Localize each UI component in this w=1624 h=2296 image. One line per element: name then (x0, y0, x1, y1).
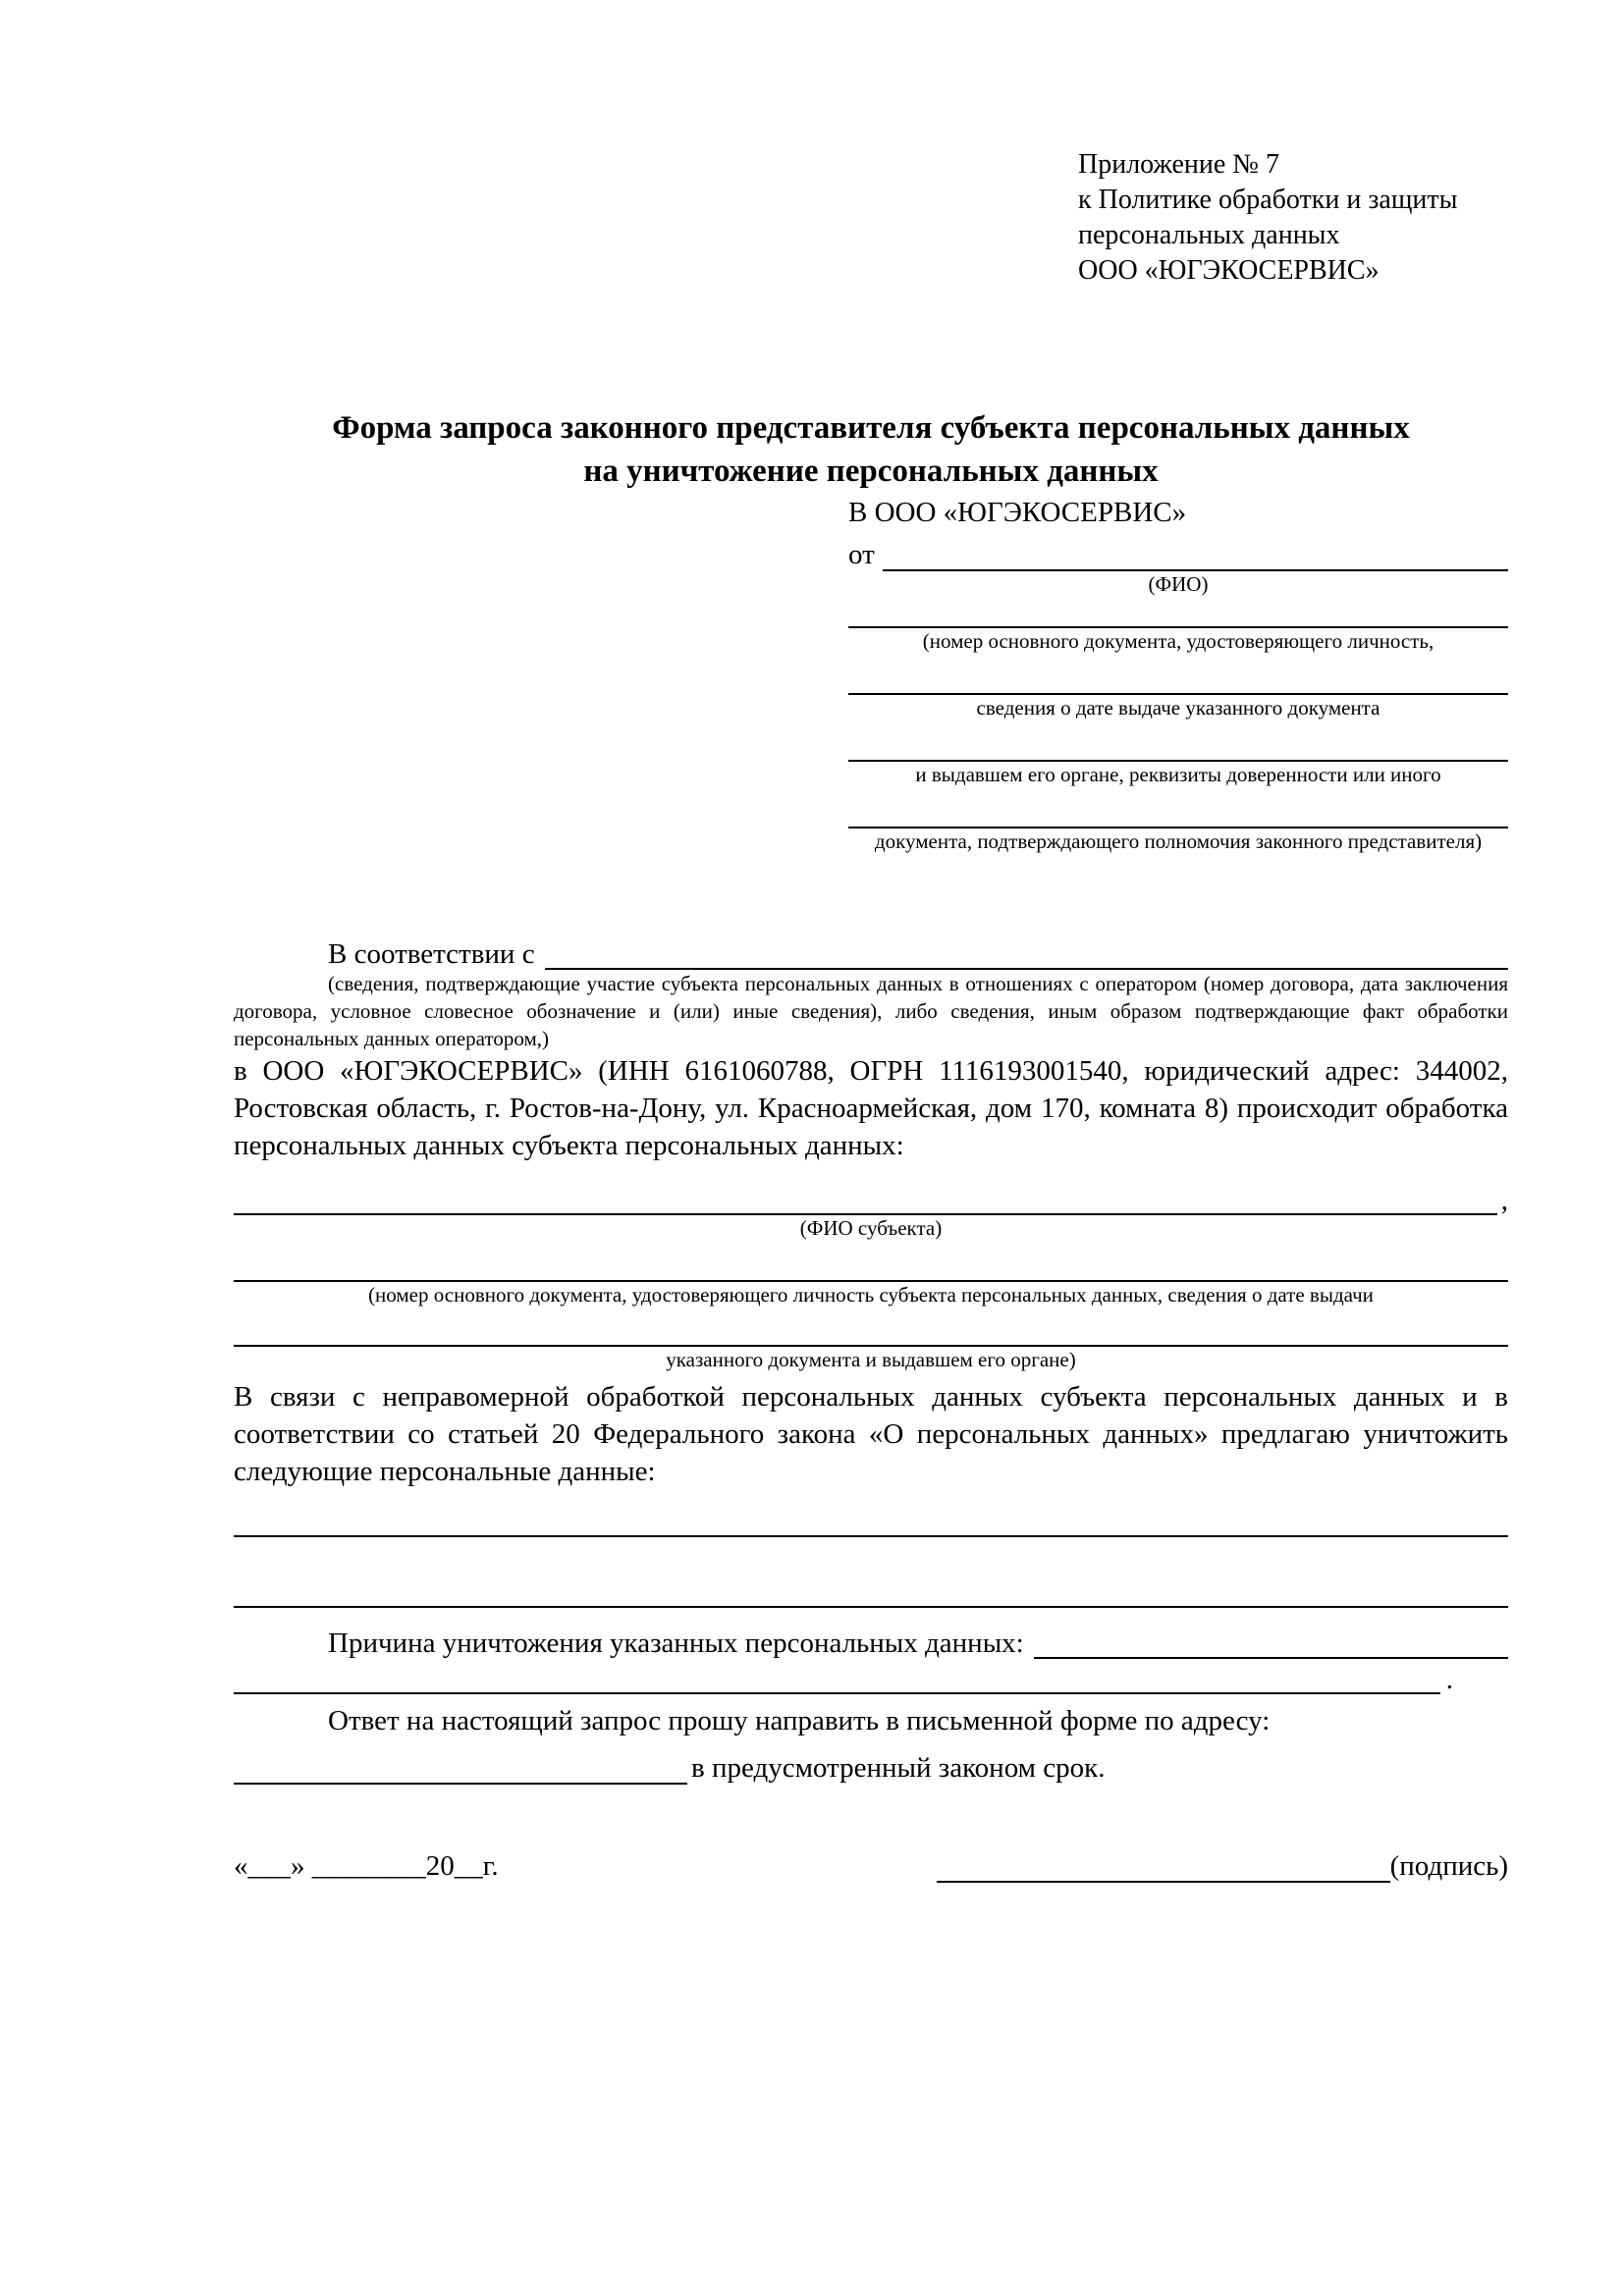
representative-doc-caption: документа, подтверждающего полномочия законного представителя) (874, 829, 1483, 853)
addressee-block (848, 493, 1508, 854)
reason-continuation-row (234, 1659, 1453, 1694)
data-entry-blank-line (234, 1490, 1508, 1537)
representative-doc-blank-line (848, 797, 1508, 828)
representative-doc-blank-line (848, 664, 1508, 695)
from-label: от (848, 539, 875, 570)
document-content (234, 147, 1508, 1883)
representative-doc-caption: и выдавшем его органе, реквизиты доверенности или иного (915, 763, 1441, 786)
signature-caption: (подпись) (1389, 1850, 1508, 1882)
response-address-row (234, 1739, 1508, 1785)
from-field-row (848, 532, 1508, 571)
request-paragraph: В связи с неправомерной обработкой персональных данных субъекта персональных данных и в соответствии со статьей 20 Федерального закона «О персональных данных» предлагаю уничтожить следующие персональные данные: (234, 1381, 1508, 1487)
subject-fio-caption: (ФИО субъекта) (799, 1216, 943, 1240)
appendix-line: ООО «ЮГЭКОСЕРВИС» (1078, 255, 1380, 286)
subject-doc-caption: (номер основного документа, удостоверяющего личность субъекта персональных данных, сведения о дате выдачи (368, 1283, 1374, 1307)
representative-doc-caption: (номер основного документа, удостоверяющего личность, (922, 629, 1435, 653)
basis-caption: (сведения, подтверждающие участие субъекта персональных данных в отношениях с оператором (номер договора, дата заключения договора, условное словесное обозначение и (или) иные сведения), либо сведения, иным образом подтверждающие факт обработки персональных данных оператором,) (234, 972, 1508, 1050)
page-title (234, 406, 1508, 493)
fio-caption: (ФИО) (1148, 572, 1209, 596)
appendix-line: Приложение № 7 (1078, 149, 1279, 180)
representative-doc-blank-line (848, 597, 1508, 628)
subject-doc-blank-line (234, 1308, 1508, 1347)
subject-doc-blank-line (234, 1241, 1508, 1282)
subject-fio-field-row (234, 1164, 1508, 1215)
subject-doc-caption: указанного документа и выдавшем его органе) (666, 1348, 1076, 1371)
response-address-blank-line (234, 1783, 687, 1785)
trailing-comma: , (1500, 1185, 1508, 1216)
reason-blank-line (234, 1692, 1440, 1694)
reason-field-row (234, 1622, 1508, 1659)
representative-doc-blank-line (848, 730, 1508, 762)
reason-label: Причина уничтожения указанных персональных данных: (328, 1628, 1024, 1659)
appendix-line: персональных данных (1078, 220, 1340, 250)
signature-row (234, 1843, 1508, 1883)
data-entry-blank-line (234, 1537, 1508, 1608)
date-line: «___» ________20__г. (234, 1850, 499, 1882)
operator-paragraph: в ООО «ЮГЭКОСЕРВИС» (ИНН 6161060788, ОГРН 1116193001540, юридический адрес: 344002, Ростовская область, г. Ростов-на-Дону, ул. Красноармейская, дом 170, комната 8) происходит обработка персональных данных субъекта персональных данных: (234, 1055, 1508, 1161)
signature-group (937, 1849, 1508, 1883)
representative-doc-caption: сведения о дате выдаче указанного документа (976, 696, 1380, 720)
appendix-line: к Политике обработки и защиты (1078, 185, 1458, 215)
reason-blank-line (1034, 1657, 1508, 1659)
addressee-line: В ООО «ЮГЭКОСЕРВИС» (848, 497, 1187, 528)
page-title-line2: на уничтожение персональных данных (583, 454, 1159, 489)
trailing-period: . (1445, 1664, 1453, 1695)
basis-label: В соответствии с (328, 938, 535, 970)
page-title-line1: Форма запроса законного представителя субъекта персональных данных (332, 410, 1410, 446)
response-tail: в предусмотренный законом срок. (691, 1752, 1106, 1784)
appendix-header (1078, 147, 1508, 289)
basis-field-row (234, 933, 1508, 970)
signature-blank-line (937, 1851, 1390, 1883)
body-block (234, 933, 1508, 1883)
response-paragraph: Ответ на настоящий запрос прошу направить в письменной форме по адресу: (328, 1705, 1271, 1736)
